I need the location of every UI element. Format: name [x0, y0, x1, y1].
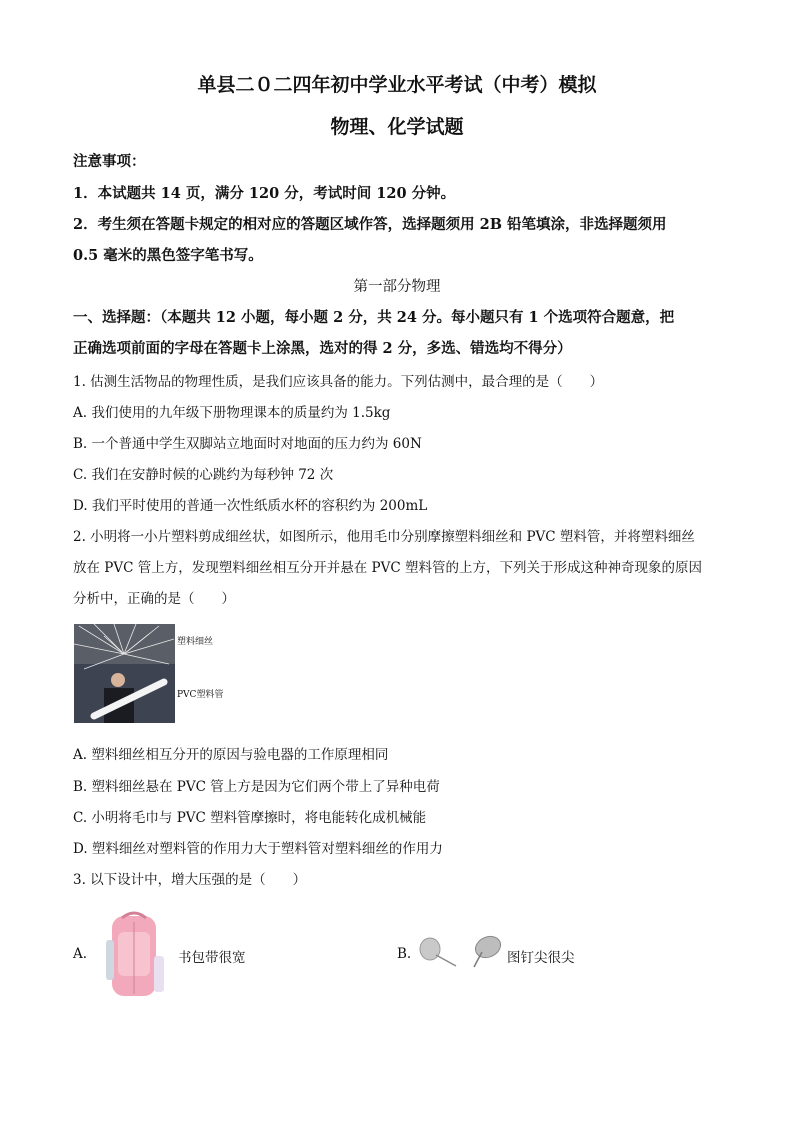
q3-option-a-caption: 书包带很宽 — [178, 950, 246, 966]
q1-stem: 1. 估测生活物品的物理性质，是我们应该具备的能力。下列估测中，最合理的是（ ） — [73, 374, 604, 390]
q3-option-b-letter: B. — [397, 946, 412, 962]
q3-stem: 3. 以下设计中，增大压强的是（ ） — [73, 872, 307, 888]
q2-stem-line-1: 2. 小明将一小片塑料剪成细丝状，如图所示，他用毛巾分别摩擦塑料细丝和 PVC 塑料管，并将塑料细丝 — [73, 529, 695, 545]
notes-item-2-line-1: 2．考生须在答题卡规定的相对应的答题区域作答，选择题须用 2B 铅笔填涂，非选择题须用 — [73, 216, 667, 233]
q3-option-a-letter: A. — [73, 946, 88, 962]
exam-title: 单县二０二四年初中学业水平考试（中考）模拟 — [197, 74, 597, 96]
pvc-pipe-label: PVC塑料管 — [177, 690, 224, 700]
filament-label: 塑料细丝 — [177, 637, 214, 647]
q1-option-b: B. 一个普通中学生双脚站立地面时对地面的压力约为 60N — [73, 436, 422, 452]
q3-option-b-caption: 图钉尖很尖 — [507, 950, 575, 966]
section-1-line-1: 一、选择题：（本题共 12 小题，每小题 2 分，共 24 分。每小题只有 1 个选项符合题意，把 — [73, 309, 675, 326]
backpack-image — [104, 910, 166, 1000]
thumbtack-image — [416, 935, 508, 971]
section-1-line-2: 正确选项前面的字母在答题卡上涂黑，选对的得 2 分，多选、错选均不得分） — [73, 340, 572, 357]
q2-option-d: D. 塑料细丝对塑料管的作用力大于塑料管对塑料细丝的作用力 — [73, 841, 443, 857]
notes-item-1: 1．本试题共 14 页，满分 120 分，考试时间 120 分钟。 — [73, 185, 456, 202]
q2-option-b: B. 塑料细丝悬在 PVC 管上方是因为它们两个带上了异种电荷 — [73, 779, 440, 795]
q1-option-a: A. 我们使用的九年级下册物理课本的质量约为 1.5kg — [73, 405, 391, 421]
q2-option-c: C. 小明将毛巾与 PVC 塑料管摩擦时，将电能转化成机械能 — [73, 810, 427, 826]
exam-subtitle: 物理、化学试题 — [330, 116, 464, 138]
notes-item-2-line-2: 0.5 毫米的黑色签字笔书写。 — [73, 247, 263, 264]
q2-option-a: A. 塑料细丝相互分开的原因与验电器的工作原理相同 — [73, 747, 389, 763]
q1-option-c: C. 我们在安静时候的心跳约为每秒钟 72 次 — [73, 467, 334, 483]
filament-experiment-photo — [74, 624, 175, 723]
q2-stem-line-2: 放在 PVC 管上方，发现塑料细丝相互分开并悬在 PVC 塑料管的上方，下列关于形成这种神奇现象的原因 — [73, 560, 702, 576]
q2-stem-line-3: 分析中，正确的是（ ） — [73, 591, 235, 607]
part-title: 第一部分物理 — [353, 279, 441, 295]
notes-heading: 注意事项： — [73, 153, 146, 170]
q1-option-d: D. 我们平时使用的普通一次性纸质水杯的容积约为 200mL — [73, 498, 428, 514]
